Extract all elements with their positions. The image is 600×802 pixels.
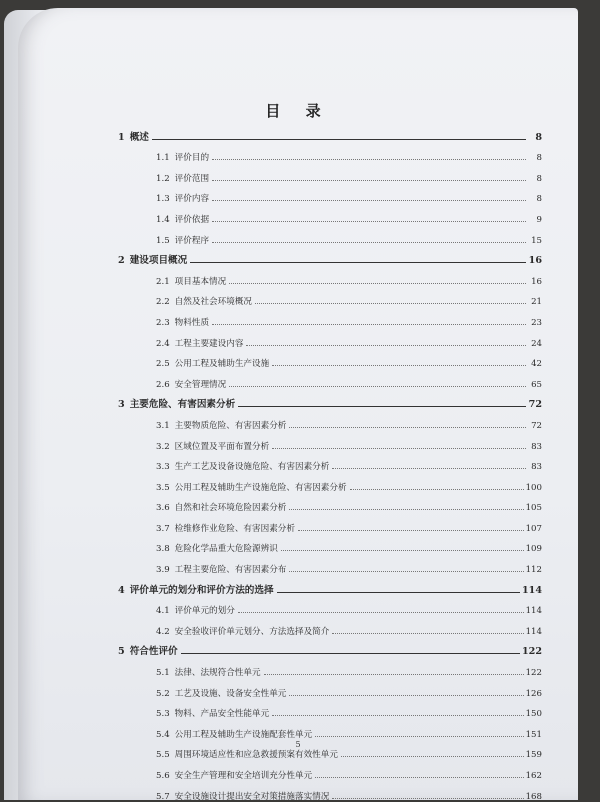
toc-entry-number: 1.2 [156,173,170,184]
toc-chapter-row [118,637,542,658]
toc-entry-number: 5.4 [156,729,170,740]
toc-entry-label: 自然及社会环境概况 [174,297,253,308]
toc-entry-label: 安全生产管理和安全培训充分性单元 [174,771,313,781]
toc-section-row [118,143,542,164]
toc-leader-line [272,448,526,449]
toc-entry-label: 检维修作业危险、有害因素分析 [174,523,295,534]
toc-section-row [118,225,542,246]
toc-section-row [118,657,542,678]
toc-entry-page: 109 [525,544,542,555]
toc-entry-number: 5.1 [156,668,170,679]
toc-leader-line [212,159,526,160]
toc-entry-number: 3.1 [156,420,170,431]
toc-entry-number: 5.2 [156,688,170,699]
toc-entry-label: 生产工艺及设备设施危险、有害因素分析 [174,462,330,473]
toc-leader-line [332,633,523,634]
toc-section-row [118,781,542,802]
toc-entry-number: 4.1 [156,606,170,617]
toc-entry-page: 168 [525,791,542,802]
toc-leader-line [190,262,526,263]
toc-leader-line [212,221,526,222]
toc-entry-label: 评价依据 [174,214,210,225]
toc-chapter-row [118,390,542,411]
toc-section-row [118,349,542,370]
toc-entry-page: 112 [525,565,542,576]
toc-section-row [118,307,542,328]
toc-entry-number: 2.1 [156,276,170,287]
toc-section-row [118,699,542,720]
toc-entry-number: 3.3 [156,462,170,473]
toc-entry-page: 16 [531,276,542,287]
page-number: 5 [295,740,301,749]
toc-entry-label: 公用工程及辅助生产设施 [174,359,270,370]
toc-leader-line [238,406,526,407]
toc-entry-label: 物料性质 [174,317,210,328]
toc-leader-line [341,756,524,757]
toc-entry-label: 工程主要危险、有害因素分布 [174,565,287,576]
toc-leader-line [350,489,524,490]
toc-entry-page: 107 [525,523,542,534]
toc-section-row [118,163,542,184]
toc-leader-line [229,386,526,387]
toc-entry-page: 126 [525,688,542,699]
toc-entry-number: 3.9 [156,565,170,576]
toc-entry-label: 建设项目概况 [129,255,188,267]
toc-leader-line [298,530,524,531]
toc-entry-number: 3 [118,399,125,411]
toc-entry-label: 概述 [129,131,149,143]
toc-entry-number: 3.2 [156,441,170,452]
toc-entry-number: 2.5 [156,359,170,370]
toc-entry-page: 114 [525,606,542,617]
toc-entry-label: 安全管理情况 [174,379,227,390]
toc-entry-number: 1.4 [156,214,170,225]
toc-entry-label: 项目基本情况 [174,276,227,287]
toc-entry-label: 主要危险、有害因素分析 [129,399,236,411]
toc-leader-line [264,674,524,675]
table-of-contents [118,122,542,802]
toc-entry-label: 周围环境适应性和应急救援预案有效性单元 [174,750,338,761]
toc-leader-line [332,798,523,799]
toc-entry-number: 3.5 [156,482,170,493]
toc-section-row [118,452,542,473]
toc-leader-line [246,345,526,346]
toc-entry-number: 5.7 [156,791,170,802]
toc-leader-line [212,180,526,181]
toc-leader-line [255,303,526,304]
toc-entry-label: 安全验收评价单元划分、方法选择及简介 [174,626,330,637]
toc-section-row [118,184,542,205]
toc-leader-line [281,550,524,551]
toc-leader-line [212,242,526,243]
toc-entry-label: 评价程序 [174,235,210,246]
toc-section-row [118,493,542,514]
toc-entry-page: 15 [531,235,542,246]
toc-leader-line [238,612,524,613]
toc-leader-line [152,139,526,140]
toc-entry-number: 5 [118,646,125,658]
toc-entry-number: 4.2 [156,626,170,637]
toc-section-row [118,266,542,287]
toc-section-row [118,596,542,617]
toc-section-row [118,513,542,534]
toc-entry-number: 4 [118,584,125,596]
toc-entry-number: 2.4 [156,338,170,349]
toc-entry-label: 区域位置及平面布置分析 [174,441,270,452]
toc-entry-label: 评价内容 [174,194,210,205]
document-page [18,8,578,800]
toc-section-row [118,760,542,781]
toc-entry-page: 8 [536,153,542,164]
toc-entry-page: 16 [528,255,542,267]
toc-section-row [118,204,542,225]
toc-entry-label: 公用工程及辅助生产设施配套性单元 [174,729,313,740]
toc-entry-label: 评价范围 [174,173,210,184]
toc-entry-page: 24 [531,338,542,349]
toc-section-row [118,287,542,308]
toc-entry-page: 159 [525,750,542,761]
toc-entry-label: 物料、产品安全性能单元 [174,709,270,720]
toc-entry-number: 1 [118,131,125,143]
toc-leader-line [229,283,526,284]
toc-entry-label: 工艺及设施、设备安全性单元 [174,688,287,699]
toc-entry-number: 3.7 [156,523,170,534]
toc-section-row [118,554,542,575]
toc-entry-page: 105 [525,503,542,514]
toc-entry-label: 安全设施设计提出安全对策措施落实情况 [174,791,330,802]
toc-entry-page: 42 [531,359,542,370]
toc-entry-label: 公用工程及辅助生产设施危险、有害因素分析 [174,482,347,493]
toc-section-row [118,328,542,349]
toc-section-row [118,719,542,740]
toc-entry-page: 100 [525,482,542,493]
toc-entry-number: 3.8 [156,544,170,555]
toc-chapter-row [118,575,542,596]
toc-entry-page: 114 [525,626,542,637]
toc-entry-label: 评价单元的划分和评价方法的选择 [129,584,274,596]
toc-entry-label: 符合性评价 [129,646,178,658]
toc-section-row [118,472,542,493]
toc-section-row [118,369,542,390]
toc-entry-page: 114 [521,584,542,596]
toc-section-row [118,431,542,452]
toc-entry-page: 162 [525,771,542,781]
toc-entry-page: 72 [531,420,542,431]
toc-leader-line [315,777,523,778]
toc-leader-line [289,695,523,696]
toc-leader-line [181,653,520,654]
toc-entry-label: 评价目的 [174,153,210,164]
toc-entry-number: 5.3 [156,709,170,720]
toc-entry-page: 23 [531,317,542,328]
toc-title: 目 录 [265,102,331,120]
toc-leader-line [315,736,523,737]
toc-entry-page: 8 [535,131,542,143]
toc-entry-page: 83 [531,462,542,473]
toc-entry-page: 72 [528,399,542,411]
toc-entry-number: 2.6 [156,379,170,390]
toc-entry-label: 主要物质危险、有害因素分析 [174,420,287,431]
toc-entry-label: 评价单元的划分 [174,606,235,617]
toc-leader-line [277,592,520,593]
toc-entry-number: 5.6 [156,771,170,781]
toc-section-row [118,678,542,699]
toc-chapter-row [118,122,542,143]
toc-leader-line [212,200,526,201]
toc-entry-number: 2 [118,255,125,267]
toc-entry-number: 2.3 [156,317,170,328]
toc-entry-label: 工程主要建设内容 [174,338,244,349]
toc-entry-number: 2.2 [156,297,170,308]
toc-leader-line [272,365,526,366]
toc-section-row [118,534,542,555]
toc-entry-number: 1.1 [156,153,170,164]
toc-entry-number: 5.5 [156,750,170,761]
toc-entry-label: 法律、法规符合性单元 [174,668,261,679]
toc-leader-line [272,715,523,716]
toc-entry-page: 65 [531,379,542,390]
toc-leader-line [289,571,523,572]
toc-entry-label: 危险化学品重大危险源辨识 [174,544,278,555]
toc-section-row [118,616,542,637]
toc-section-row [118,410,542,431]
toc-leader-line [289,427,526,428]
toc-leader-line [212,324,526,325]
toc-entry-page: 150 [525,709,542,720]
toc-entry-label: 自然和社会环境危险因素分析 [174,503,287,514]
toc-entry-number: 1.3 [156,194,170,205]
toc-entry-page: 83 [531,441,542,452]
toc-entry-page: 21 [531,297,542,308]
toc-entry-page: 122 [521,646,542,658]
toc-entry-page: 9 [536,214,542,225]
toc-leader-line [289,509,523,510]
toc-entry-page: 151 [525,729,542,740]
toc-entry-number: 1.5 [156,235,170,246]
toc-entry-page: 122 [525,668,542,679]
toc-entry-page: 8 [536,173,542,184]
toc-entry-number: 3.6 [156,503,170,514]
toc-chapter-row [118,246,542,267]
toc-entry-page: 8 [536,194,542,205]
toc-leader-line [332,468,526,469]
